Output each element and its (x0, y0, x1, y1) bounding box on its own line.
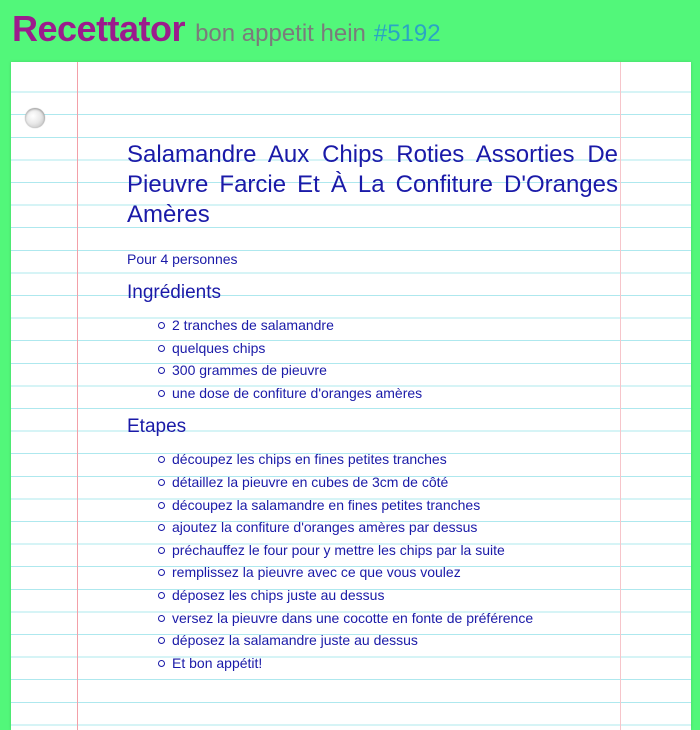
ingredient-item: 2 tranches de salamandre (157, 314, 618, 337)
ingredients-list (127, 314, 618, 404)
step-item: déposez les chips juste au dessus (157, 584, 618, 607)
step-item: préchauffez le four pour y mettre les chips par la suite (157, 539, 618, 562)
step-item: ajoutez la confiture d'oranges amères par dessus (157, 516, 618, 539)
recipe-id-link[interactable]: #5192 (373, 20, 441, 47)
ingredient-item: une dose de confiture d'oranges amères (157, 382, 618, 405)
steps-list (127, 448, 618, 674)
notebook-paper (11, 62, 691, 730)
step-item: Et bon appétit! (157, 652, 618, 675)
margin-line (77, 62, 78, 730)
step-item: remplissez la pieuvre avec ce que vous voulez (157, 561, 618, 584)
steps-heading: Etapes (127, 416, 187, 438)
binder-hole-icon (25, 108, 45, 128)
recipe-content (127, 140, 618, 674)
servings-text: Pour 4 personnes (127, 251, 238, 267)
step-item: découpez la salamandre en fines petites tranches (157, 494, 618, 517)
ingredients-heading: Ingrédients (127, 282, 222, 303)
step-item: versez la pieuvre dans une cocotte en fonte de préférence (157, 607, 618, 630)
ingredient-item: quelques chips (157, 337, 618, 360)
step-item: découpez les chips en fines petites tranches (157, 448, 618, 471)
ingredient-item: 300 grammes de pieuvre (157, 359, 618, 382)
tagline: bon appetit hein (195, 20, 366, 47)
step-item: détaillez la pieuvre en cubes de 3cm de côté (157, 471, 618, 494)
brand-logo-text[interactable]: Recettator (12, 8, 186, 49)
margin-line-right (620, 62, 621, 730)
site-header (12, 8, 441, 52)
step-item: déposez la salamandre juste au dessus (157, 629, 618, 652)
recipe-title: Salamandre Aux Chips Roties Assorties De Pieuvre Farcie Et À La Confiture D'Oranges Amères (127, 141, 618, 228)
